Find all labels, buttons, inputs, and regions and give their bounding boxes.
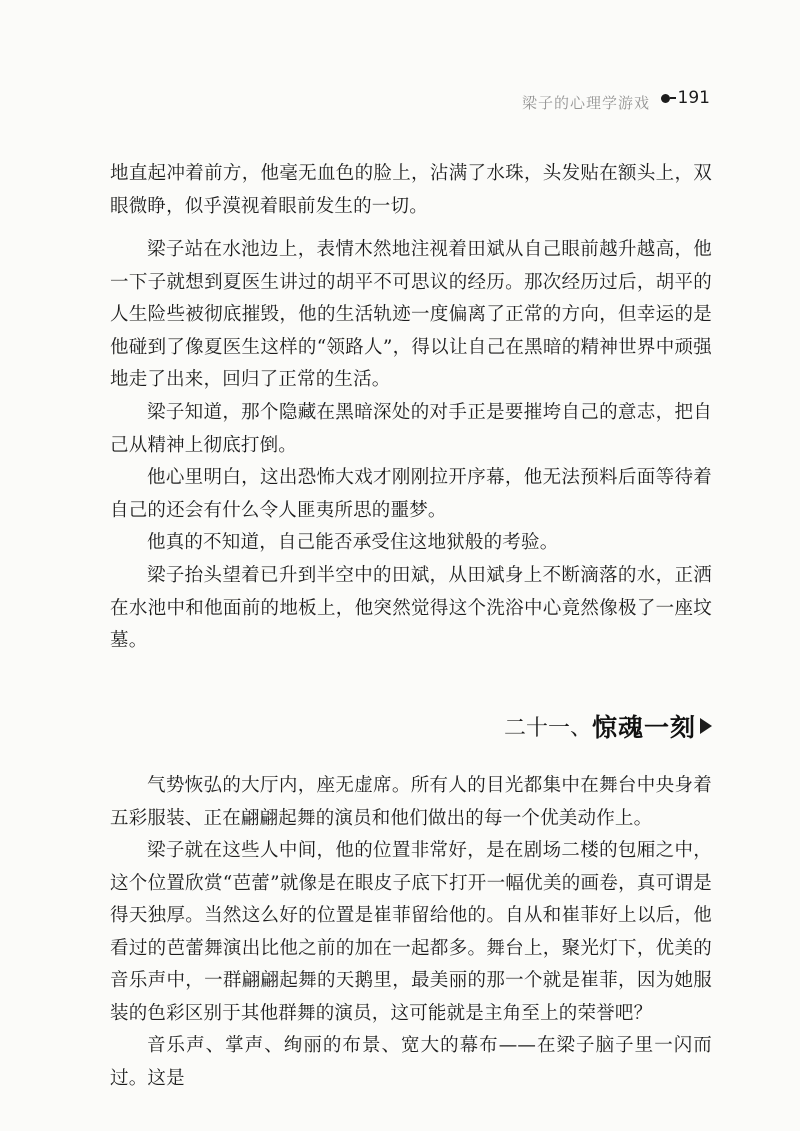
page-number: 191: [677, 88, 710, 108]
paragraph: 他真的不知道，自己能否承受住这地狱般的考验。: [147, 532, 559, 553]
paragraph: 音乐声、掌声、绚丽的布景、宽大的幕布——在梁子脑子里一闪而过。这是: [110, 1035, 712, 1089]
page-header: [500, 86, 710, 116]
paragraph: 梁子站在水池边上，表情木然地注视着田斌从自己眼前越升越高，他一下子就想到夏医生讲过的胡平不可思议的经历。那次经历过后，胡平的人生险些被彻底摧毁，他的生活轨迹一度偏离了正常的方向，但幸运的是他碰到了像夏医生这样的“领路人”，得以让自己在黑暗的精神世界中顽强地走了出来，回归了正常的生活。: [110, 239, 712, 390]
page-number-group: [661, 88, 710, 108]
section-title: 惊魂一刻: [591, 713, 696, 742]
paragraph: 梁子就在这些人中间，他的位置非常好，是在剧场二楼的包厢之中，这个位置欣赏“芭蕾”就像是在眼皮子底下打开一幅优美的画卷，真可谓是得天独厚。当然这么好的位置是崔菲留给他的。自从和崔菲好上以后，他看过的芭蕾舞演出比他之前的加在一起都多。舞台上，聚光灯下，优美的音乐声中，一群翩翩起舞的天鹅里，最美丽的那一个就是崔菲，因为她服装的色彩区别于其他群舞的演员，这可能就是主角至上的荣誉吧？: [110, 840, 712, 1024]
paragraph: 梁子抬头望着已升到半空中的田斌，从田斌身上不断滴落的水，正洒在水池中和他面前的地板上，他突然觉得这个洗浴中心竟然像极了一座坟墓。: [110, 565, 712, 651]
bullet-dash-icon: [670, 97, 676, 99]
paragraph: 他心里明白，这出恐怖大戏才刚刚拉开序幕，他无法预料后面等待着自己的还会有什么令人匪夷所思的噩梦。: [110, 467, 712, 521]
section-number: 二十一、: [503, 715, 592, 741]
bullet-dot-icon: [661, 94, 670, 103]
triangle-right-icon: [700, 718, 712, 734]
running-title: 梁子的心理学游戏: [522, 94, 651, 112]
paragraph: 气势恢弘的大厅内，座无虚席。所有人的目光都集中在舞台中央身着五彩服装、正在翩翩起舞的演员和他们做出的每一个优美动作上。: [110, 775, 712, 829]
paragraph-continuation: 地直起冲着前方，他毫无血色的脸上，沾满了水珠，头发贴在额头上，双眼微睁，似乎漠视着眼前发生的一切。: [110, 163, 712, 217]
section-heading: [504, 708, 712, 744]
paragraph: 梁子知道，那个隐藏在黑暗深处的对手正是要摧垮自己的意志，把自己从精神上彻底打倒。: [110, 402, 712, 456]
